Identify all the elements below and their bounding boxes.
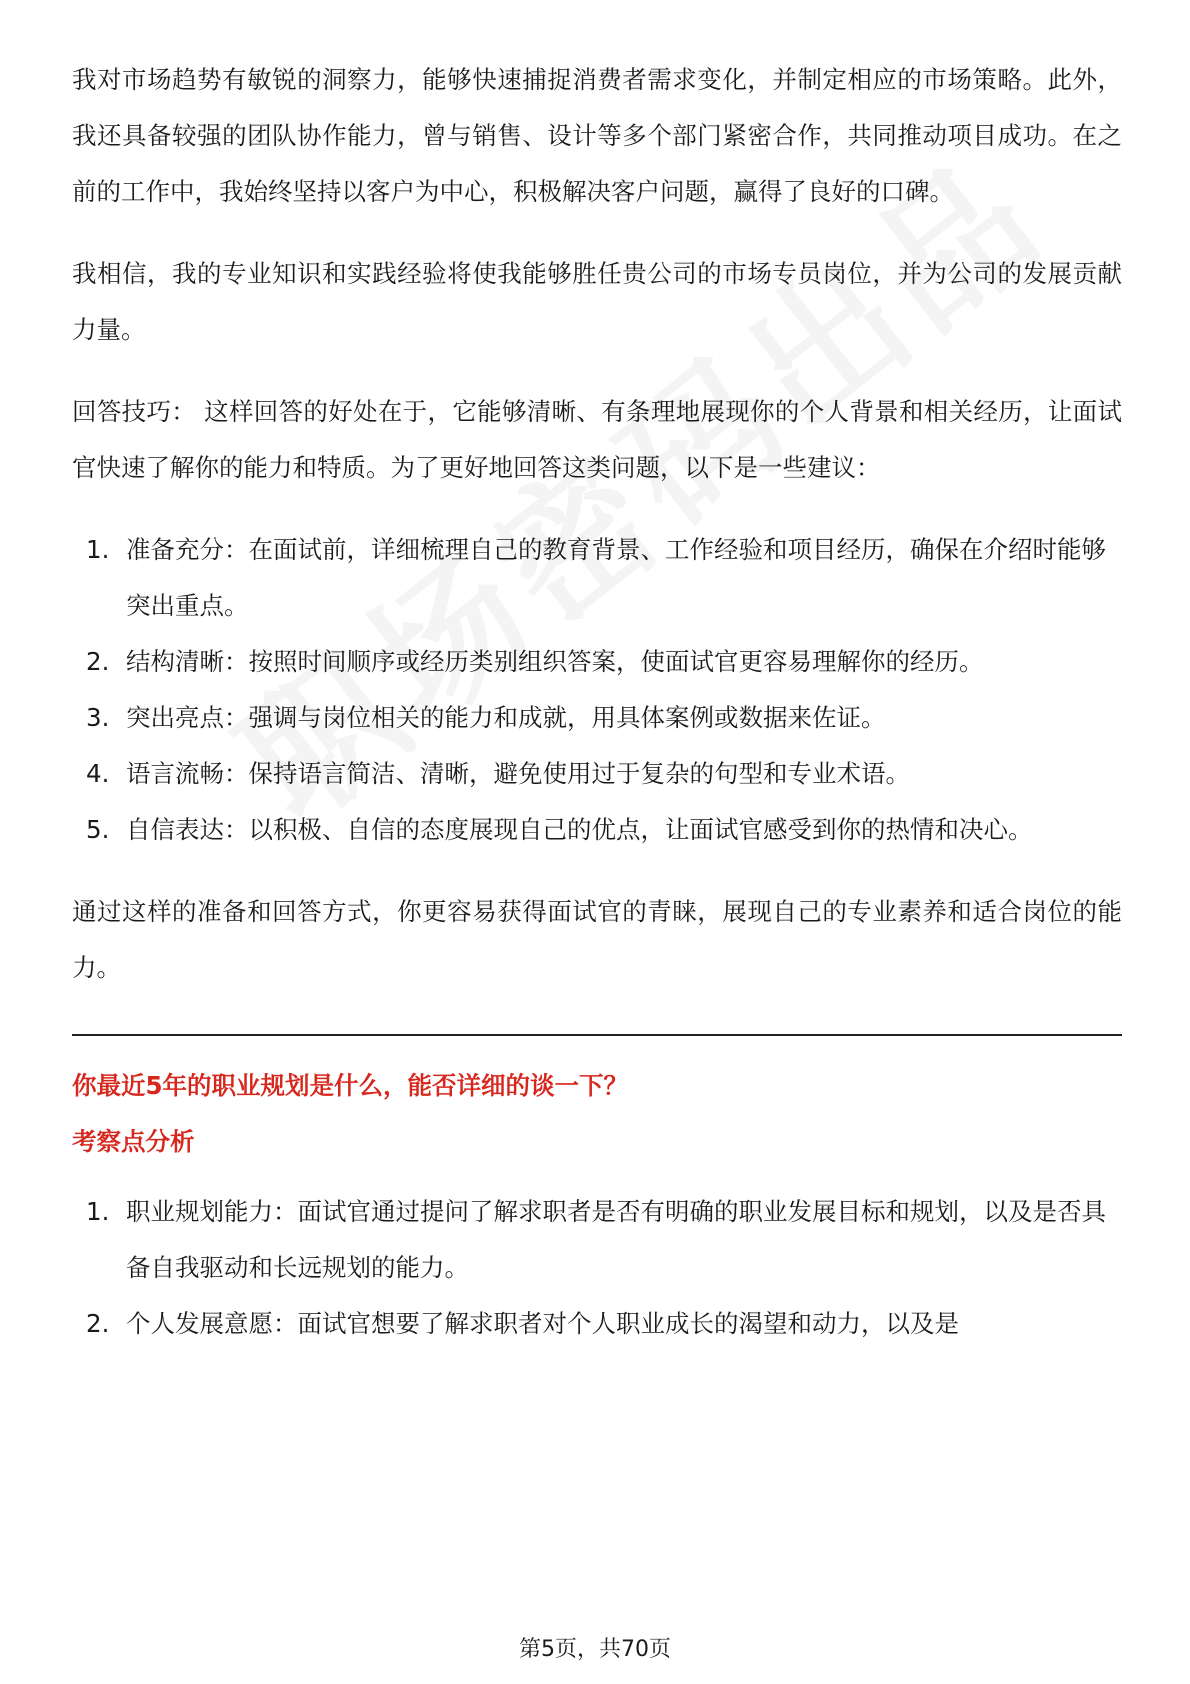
list-item: 5. 自信表达：以积极、自信的态度展现自己的优点，让面试官感受到你的热情和决心。	[86, 815, 1033, 844]
document-body	[72, 52, 1122, 1378]
paragraph-closing: 通过这样的准备和回答方式，你更容易获得面试官的青睐，展现自己的专业素养和适合岗位的能力。	[72, 897, 1122, 982]
section-divider	[72, 1034, 1122, 1036]
list-item: 4. 语言流畅：保持语言简洁、清晰，避免使用过于复杂的句型和专业术语。	[86, 759, 910, 788]
paragraph-tips-intro: 回答技巧： 这样回答的好处在于，它能够清晰、有条理地展现你的个人背景和相关经历，让面试官快速了解你的能力和特质。为了更好地回答这类问题，以下是一些建议：	[72, 397, 1122, 482]
list-item: 3. 突出亮点：强调与岗位相关的能力和成就，用具体案例或数据来佐证。	[86, 703, 886, 732]
paragraph-belief: 我相信，我的专业知识和实践经验将使我能够胜任贵公司的市场专员岗位，并为公司的发展贡献力量。	[72, 259, 1122, 344]
analysis-list	[72, 1184, 1122, 1352]
list-item: 2. 个人发展意愿：面试官想要了解求职者对个人职业成长的渴望和动力，以及是	[86, 1309, 959, 1338]
list-item: 1. 职业规划能力：面试官通过提问了解求职者是否有明确的职业发展目标和规划，以及是否具备自我驱动和长远规划的能力。	[86, 1197, 1106, 1282]
question-heading: 你最近5年的职业规划是什么，能否详细的谈一下？	[72, 1071, 629, 1100]
paragraph-intro: 我对市场趋势有敏锐的洞察力，能够快速捕捉消费者需求变化，并制定相应的市场策略。此外，我还具备较强的团队协作能力，曾与销售、设计等多个部门紧密合作，共同推动项目成功。在之前的工作中，我始终坚持以客户为中心，积极解决客户问题，赢得了良好的口碑。	[72, 65, 1122, 206]
list-item: 2. 结构清晰：按照时间顺序或经历类别组织答案，使面试官更容易理解你的经历。	[86, 647, 984, 676]
tips-list	[72, 522, 1122, 858]
page-number: 第5页，共70页	[519, 1637, 671, 1662]
list-item: 1. 准备充分：在面试前，详细梳理自己的教育背景、工作经验和项目经历，确保在介绍时能够突出重点。	[86, 535, 1106, 620]
analysis-heading: 考察点分析	[72, 1127, 195, 1156]
